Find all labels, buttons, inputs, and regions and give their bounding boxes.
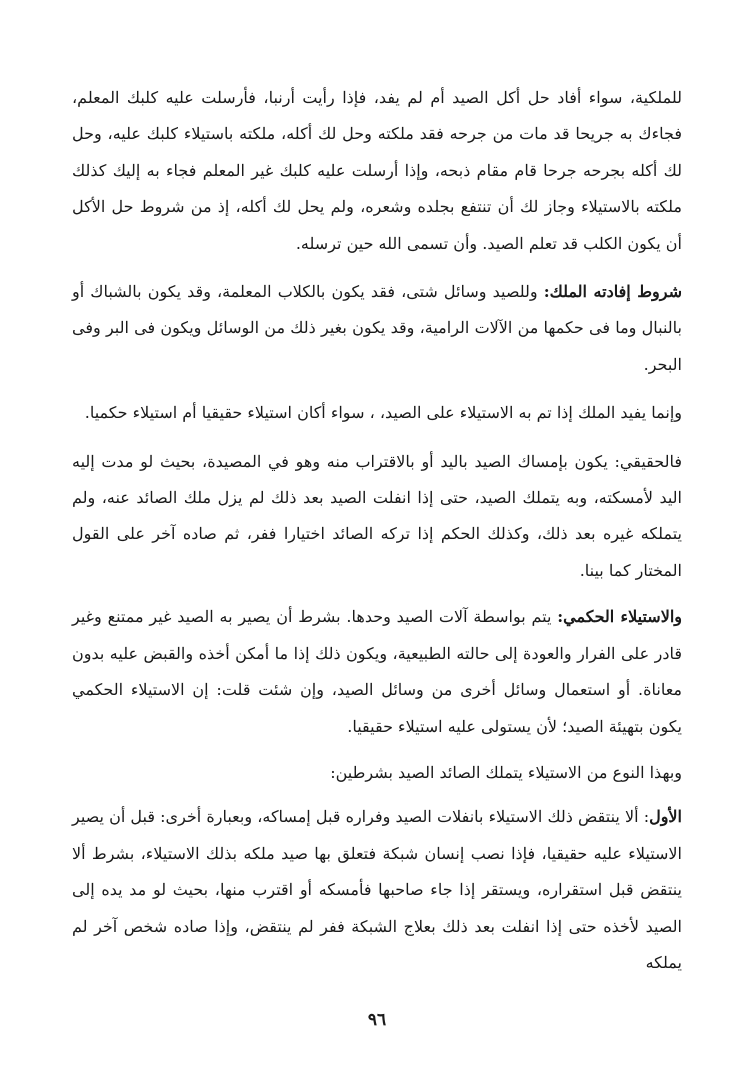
section-heading: شروط إفادته الملك: — [543, 282, 683, 302]
paragraph-text: : ألا ينتقض ذلك الاستيلاء بانفلات الصيد وفراره قبل إمساكه، وبعبارة أخرى: قبل أن يصير الاستيلاء عليه حقيقيا، فإذا نصب إنسان شبكة فتعلق بها صيد ملكه بذلك الاستيلاء، بشرط ألا ينتقض قبل استقراره، ويستقر إذا جاء صاحبها فأمسكه أو اقترب منها، بحيث لو مد يده إلى الصيد لأخذه حتى إذا انفلت بعد ذلك بعلاج الشبكة ففر لم ينتقض، وإذا صاده شخص آخر لم يملكه — [72, 807, 682, 972]
paragraph-text: يتم بواسطة آلات الصيد وحدها. بشرط أن يصير به الصيد غير ممتنع وغير قادر على الفرار والعودة إلى حالته الطبيعية، ويكون ذلك إذا ما أمكن أخذه والقبض عليه بدون معاناة. أو استعمال وسائل أخرى من وسائل الصيد، وإن شئت قلت: إن الاستيلاء الحكمي يكون بتهيئة الصيد؛ لأن يستولى عليه استيلاء حقيقيا. — [72, 607, 682, 736]
paragraph-seizure — [72, 395, 682, 431]
paragraph-two-conditions — [72, 755, 682, 791]
paragraph-conditions — [72, 274, 682, 383]
paragraph-constructive-seizure — [72, 599, 682, 745]
paragraph-first-condition — [72, 799, 682, 981]
paragraph-text: وإنما يفيد الملك إذا تم به الاستيلاء على الصيد، ، سواء أكان استيلاء حقيقيا أم استيلاء حكميا. — [84, 403, 682, 423]
paragraph-text: وللصيد وسائل شتى، فقد يكون بالكلاب المعلمة، وقد يكون بالشباك أو بالنبال وما فى حكمها من الآلات الرامية، وقد يكون بغير ذلك من الوسائل ويكون فى البر وفى البحر. — [72, 282, 682, 374]
paragraph-ownership-intro — [72, 80, 682, 262]
paragraph-text: فالحقيقي: يكون بإمساك الصيد باليد أو بالاقتراب منه وهو في المصيدة، بحيث لو مدت إليه اليد لأمسكته، وبه يتملك الصيد، حتى إذا انفلت الصيد بعد ذلك لم يزل ملك الصائد عنه، ولم يتملكه غيره بعد ذلك، وكذلك الحكم إذا تركه الصائد اختيارا ففر، ثم صاده آخر على القول المختار كما بينا. — [72, 451, 682, 580]
section-heading: الأول — [649, 807, 682, 827]
paragraph-text: وبهذا النوع من الاستيلاء يتملك الصائد الصيد بشرطين: — [330, 762, 682, 782]
paragraph-actual-seizure — [72, 444, 682, 590]
page-number: ٩٦ — [367, 1010, 387, 1030]
section-heading: والاستيلاء الحكمي: — [557, 607, 682, 627]
paragraph-text: للملكية، سواء أفاد حل أكل الصيد أم لم يفد، فإذا رأيت أرنبا، فأرسلت عليه كلبك المعلم، فجاءك به جريحا قد مات من جرحه فقد ملكته وحل لك أكله، ملكته باستيلاء كلبك عليه، وحل لك أكله بجرحه جرحا قام مقام ذبحه، وإذا أرسلت عليه كلبك غير المعلم فجاء به إليك كذلك ملكته بالاستيلاء وجاز لك أن تنتفع بجلده وشعره، ولم يحل لك أكله، إذ من شروط حل الأكل أن يكون الكلب قد تعلم الصيد. وأن تسمى الله حين ترسله. — [72, 88, 682, 253]
